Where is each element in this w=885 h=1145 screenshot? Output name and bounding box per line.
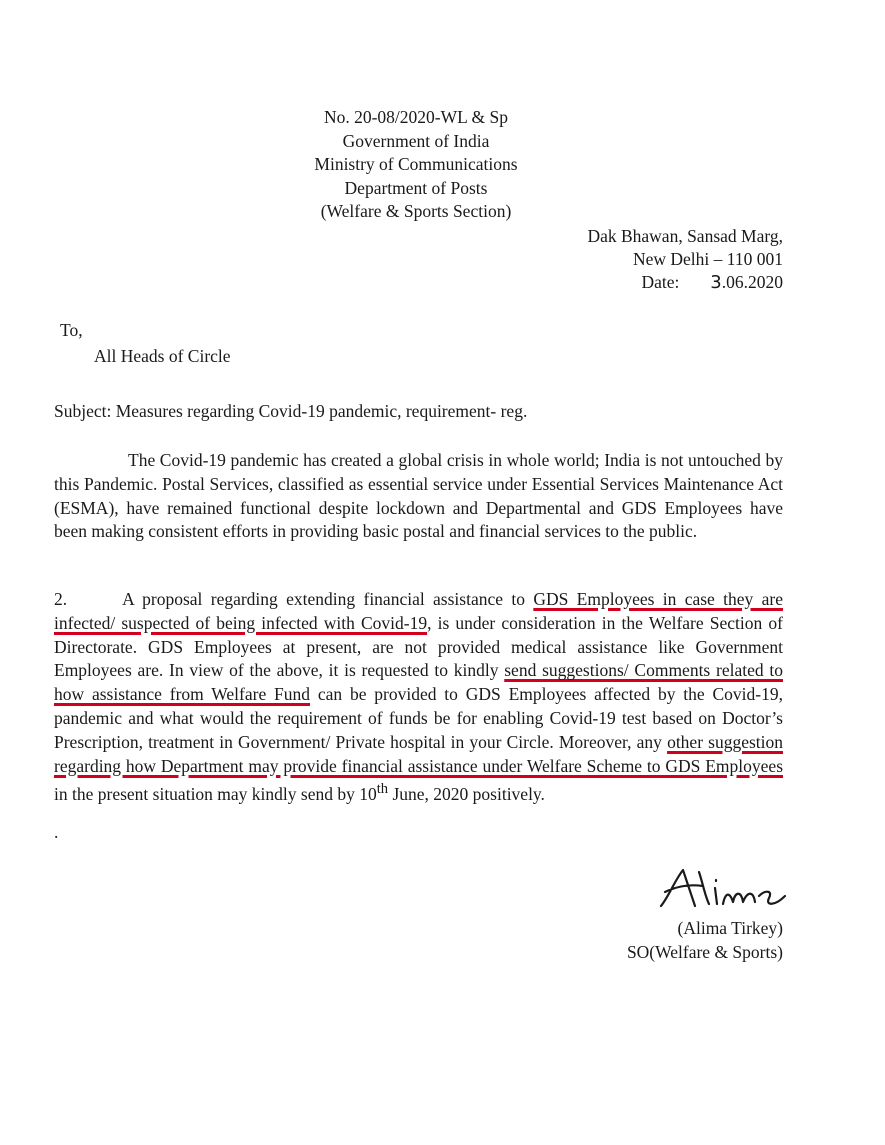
highlight-2: send suggestions/ Comments related to how assistance from Welfare Fund <box>54 660 783 705</box>
address-line-1: Dak Bhawan, Sansad Marg, <box>587 226 783 246</box>
highlight-3: other suggestion regarding how Department may provide financial assistance under Welfare Scheme to GDS Employees <box>54 731 784 776</box>
paragraph-2-text-2: , is under consideration in the Welfare Section of Directorate. GDS Employees at present, are not provided medical assistance like Government Employees are. In view of the above, it is requested to kindly <box>54 612 783 681</box>
letter-header <box>285 106 547 224</box>
date-label: Date: <box>641 272 680 292</box>
paragraph-1-text: The Covid-19 pandemic has created a global crisis in whole world; India is not untouched by this Pandemic. Postal Services, classified as essential service under Essential Services Maintenance Act (ESMA), have remained functional despite lockdown and Departmental and GDS Employees have been making consistent efforts in providing basic postal and financial services to the public. <box>54 450 783 542</box>
paragraph-2-text-1: A proposal regarding extending financial assistance to <box>122 589 534 609</box>
signatory-designation: SO(Welfare & Sports) <box>626 941 783 962</box>
section-line: (Welfare & Sports Section) <box>320 201 512 221</box>
ordinal-suffix: th <box>376 781 389 798</box>
stray-dot: . <box>54 822 59 842</box>
ministry-line: Ministry of Communications <box>314 154 518 174</box>
department-line: Department of Posts <box>344 177 488 198</box>
paragraph-2-text-5: June, 2020 positively. <box>388 784 545 805</box>
paragraph-number: 2. <box>54 589 68 609</box>
signatory-name: (Alima Tirkey) <box>677 918 783 938</box>
to-label: To, <box>60 320 83 340</box>
sender-address <box>587 225 783 294</box>
date-month-year: .06.2020 <box>721 272 783 292</box>
address-line-2: New Delhi – 110 001 <box>632 249 783 269</box>
recipient: All Heads of Circle <box>94 346 231 366</box>
date-day: 3 <box>710 272 722 293</box>
signatory-block <box>627 917 783 964</box>
government-line: Government of India <box>342 130 490 151</box>
date-line <box>587 271 783 294</box>
handwritten-signature <box>655 862 795 912</box>
file-number: No. 20-08/2020-WL & Sp <box>323 107 509 127</box>
paragraph-2-text-3: can be provided to GDS Employees affected by the Covid-19, pandemic and what would the requirement of funds be for enabling Covid-19 test based on Doctor’s Prescription, treatment in Government/ Private hospital in your Circle. Moreover, any <box>54 684 783 752</box>
paragraph-2 <box>54 588 783 807</box>
paragraph-1 <box>54 449 783 544</box>
paragraph-2-text-4: in the present situation may kindly send by 10 <box>54 784 377 805</box>
highlight-1: GDS Employees in case they are infected/ suspected of being infected with Covid-19 <box>54 589 783 633</box>
subject-line: Subject: Measures regarding Covid-19 pandemic, requirement- reg. <box>54 401 528 421</box>
